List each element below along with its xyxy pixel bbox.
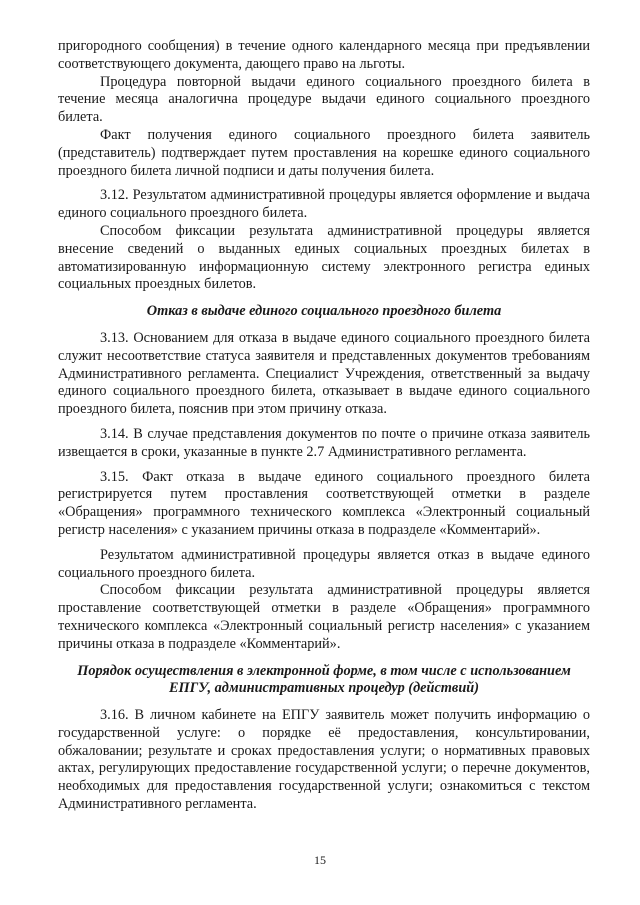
paragraph: пригородного сообщения) в течение одного календарного месяца при предъявлении соответствующего документа, дающего право на льготы. (58, 38, 590, 72)
paragraph: Способом фиксации результата административной процедуры является внесение сведений о выданных единых социальных проездных билетах в автоматизированную информационную систему электронного регистра единых социальных проездных билетов. (58, 222, 590, 293)
document-page (58, 38, 590, 814)
paragraph-3-15: 3.15. Факт отказа в выдаче единого социального проездного билета регистрируется путем проставления соответствующей отметки в разделе «Обращения» программного технического комплекса «Электронный социальный регистр населения» с указанием причины отказа в подразделе «Комментарий». (58, 468, 590, 538)
paragraph: Результатом административной процедуры является отказ в выдаче единого социального проездного билета. (58, 546, 590, 581)
paragraph-3-12: 3.12. Результатом административной процедуры является оформление и выдача единого социального проездного билета. (58, 187, 590, 222)
page-number: 15 (314, 853, 326, 867)
section-heading-refusal: Отказ в выдаче единого социального проездного билета (146, 303, 502, 320)
paragraph-3-16: 3.16. В личном кабинете на ЕПГУ заявитель может получить информацию о государственной услуге: о порядке её предоставления, консультировании, обжаловании; результате и сроках предоставления услуги; о нормативных правовых актах, регулирующих предоставление государственной услуги; о перечне документов, необходимых для предоставления государственной услуги; ознакомиться с текстом Административного регламента. (58, 707, 590, 813)
paragraph: Факт получения единого социального проездного билета заявитель (представитель) подтверждает путем проставления на корешке единого социального проездного билета личной подписи и даты получения билета. (58, 126, 590, 179)
section-heading-electronic: Порядок осуществления в электронной форме, в том числе с использованием ЕПГУ, административных процедур (действий) (77, 662, 571, 697)
paragraph: Способом фиксации результата административной процедуры является проставление соответствующей отметки в разделе «Обращения» программного технического комплекса «Электронный социальный регистр населения» с указанием причины отказа в подразделе «Комментарий». (58, 582, 590, 652)
paragraph: Процедура повторной выдачи единого социального проездного билета в течение месяца аналогична процедуре выдачи единого социального проездного билета. (58, 73, 590, 126)
paragraph-3-14: 3.14. В случае представления документов по почте о причине отказа заявитель извещается в сроки, указанные в пункте 2.7 Административного регламента. (58, 425, 590, 460)
paragraph-3-13: 3.13. Основанием для отказа в выдаче единого социального проездного билета служит несоответствие статуса заявителя и представленных документов требованиям Административного регламента. Специалист Учреждения, ответственный за выдачу единого социального проездного билета, отказывает в выдаче единого социального проездного билета, пояснив при этом причину отказа. (58, 329, 590, 418)
